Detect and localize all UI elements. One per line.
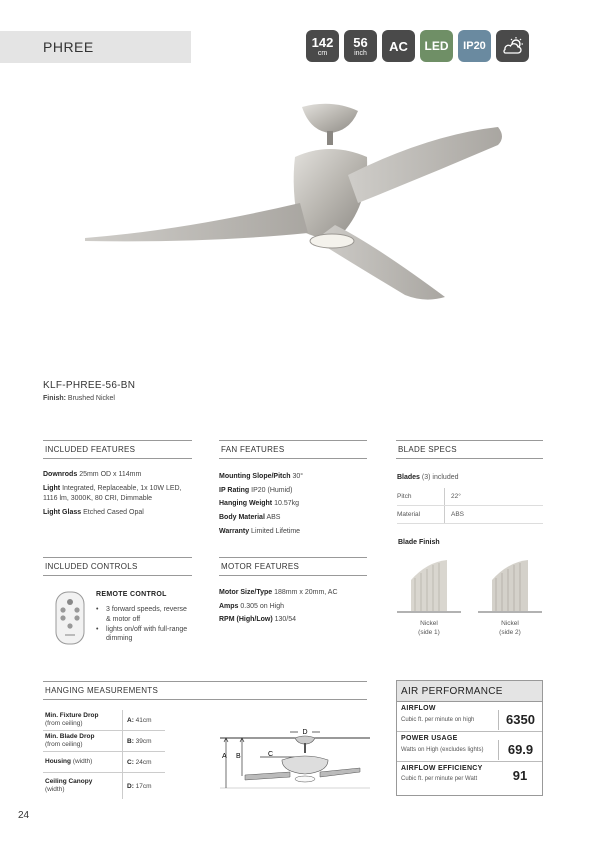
table-row bbox=[43, 710, 165, 731]
badge-ac: AC bbox=[382, 30, 415, 62]
measurement-label bbox=[43, 752, 123, 772]
spec-badges bbox=[306, 30, 529, 62]
row-label: Min. Fixture Drop bbox=[45, 711, 99, 719]
measurement-label bbox=[43, 710, 123, 730]
table-row bbox=[43, 752, 165, 773]
feature-item bbox=[219, 497, 369, 511]
feature-label: Hanging Weight bbox=[219, 500, 273, 508]
feature-value: 25mm OD x 114mm bbox=[79, 471, 142, 478]
included-features-list bbox=[43, 470, 193, 523]
measurement-value bbox=[123, 717, 152, 724]
badge-unit: inch bbox=[354, 49, 367, 57]
diagram-label-d: D bbox=[302, 729, 308, 736]
feature-item bbox=[43, 508, 193, 517]
feature-item bbox=[219, 484, 369, 498]
air-performance-panel bbox=[396, 680, 543, 796]
badge-value: 56 bbox=[353, 34, 368, 50]
air-sub: Watts on High (excludes lights) bbox=[401, 746, 484, 753]
blade-swatch-label-1 bbox=[397, 619, 461, 637]
motor-features-heading: MOTOR FEATURES bbox=[219, 557, 367, 576]
row-label: Ceiling Canopy bbox=[45, 777, 93, 785]
feature-value: Etched Cased Opal bbox=[83, 509, 144, 517]
feature-label: IP Rating bbox=[219, 486, 250, 494]
feature-value: Limited Lifetime bbox=[251, 527, 301, 535]
blades-count bbox=[397, 466, 543, 488]
row-key: A: bbox=[127, 716, 134, 724]
feature-label: Warranty bbox=[219, 527, 250, 535]
swatch-name: Nickel bbox=[420, 620, 438, 627]
feature-value: 30° bbox=[292, 473, 304, 480]
row-sub: (from ceiling) bbox=[45, 720, 83, 727]
badge-ip20: IP20 bbox=[458, 30, 491, 62]
spec-key: Material bbox=[397, 506, 445, 523]
measurement-value bbox=[123, 759, 152, 766]
air-title: AIRFLOW bbox=[401, 705, 436, 712]
row-key: C: bbox=[127, 758, 134, 766]
hanging-measurements-heading: HANGING MEASUREMENTS bbox=[43, 681, 367, 700]
badge-unit: cm bbox=[317, 49, 328, 57]
remote-control-image bbox=[54, 590, 86, 646]
feature-value: 130/54 bbox=[274, 616, 297, 624]
air-sub: Cubic ft. per minute on high bbox=[401, 716, 475, 723]
cloud-sun-icon bbox=[496, 30, 529, 62]
feature-item bbox=[219, 613, 379, 627]
feature-label: Light bbox=[43, 485, 61, 493]
air-value: 69.9 bbox=[498, 740, 542, 760]
row-sub: (from ceiling) bbox=[45, 741, 83, 748]
remote-feature-list bbox=[96, 605, 188, 644]
feature-item bbox=[219, 511, 369, 525]
hanging-measurements-table bbox=[43, 710, 165, 799]
measurement-value bbox=[123, 783, 152, 790]
blades-value: (3) included bbox=[421, 473, 459, 481]
air-row-power bbox=[397, 732, 542, 762]
product-finish bbox=[43, 395, 115, 402]
row-label: Housing bbox=[45, 757, 71, 765]
measurement-label bbox=[43, 773, 123, 799]
air-title: POWER USAGE bbox=[401, 735, 458, 742]
air-sub: Cubic ft. per minute per Watt bbox=[401, 775, 478, 782]
feature-value: IP20 (Humid) bbox=[251, 486, 293, 494]
feature-value: 10.57kg bbox=[274, 500, 300, 508]
badge-value: 142 bbox=[311, 34, 334, 50]
finish-value: Brushed Nickel bbox=[67, 395, 115, 402]
swatch-side: (side 2) bbox=[499, 629, 521, 637]
feature-item bbox=[43, 470, 193, 479]
measurement-label bbox=[43, 731, 123, 751]
remote-control-title: REMOTE CONTROL bbox=[96, 591, 167, 598]
measurement-value bbox=[123, 738, 152, 745]
page-title: PHREE bbox=[43, 39, 94, 55]
feature-value: ABS bbox=[266, 513, 281, 521]
feature-label: Light Glass bbox=[43, 509, 82, 517]
feature-item bbox=[219, 525, 369, 539]
feature-item bbox=[43, 484, 193, 503]
list-item: • lights on/off with full-range dimming bbox=[96, 625, 188, 645]
blade-specs-table bbox=[397, 466, 543, 524]
air-performance-heading: AIR PERFORMANCE bbox=[397, 681, 542, 702]
spec-value: 22° bbox=[451, 493, 461, 500]
row-sub: (width) bbox=[72, 757, 93, 765]
table-row bbox=[43, 773, 165, 799]
diagram-label-b: B bbox=[236, 753, 241, 760]
feature-item bbox=[219, 470, 369, 484]
feature-label: Downrods bbox=[43, 471, 78, 478]
feature-label: Amps bbox=[219, 602, 239, 610]
model-number: KLF-PHREE-56-BN bbox=[43, 380, 136, 391]
table-row bbox=[43, 731, 165, 752]
row-value: 24cm bbox=[135, 758, 152, 766]
feature-item bbox=[219, 600, 379, 614]
feature-value: Integrated, Replaceable, 1x 10W LED, 1116 lm, 3000K, 80 CRI, Dimmable bbox=[43, 485, 182, 502]
blade-swatch-side-2 bbox=[478, 558, 542, 614]
spec-value: ABS bbox=[451, 511, 465, 518]
feature-value: 188mm x 20mm, AC bbox=[274, 589, 338, 596]
air-row-airflow bbox=[397, 702, 542, 732]
page-number: 24 bbox=[18, 810, 30, 821]
feature-label: RPM (High/Low) bbox=[219, 616, 273, 624]
included-features-heading: INCLUDED FEATURES bbox=[43, 440, 192, 459]
fan-features-list bbox=[219, 470, 369, 538]
air-title: AIRFLOW EFFICIENCY bbox=[401, 765, 483, 772]
spec-key: Pitch bbox=[397, 488, 445, 505]
swatch-side: (side 1) bbox=[418, 629, 440, 637]
feature-label: Body Material bbox=[219, 513, 265, 521]
badge-led: LED bbox=[420, 30, 453, 62]
badge-size-cm bbox=[306, 30, 339, 62]
row-key: B: bbox=[127, 737, 134, 745]
air-value: 91 bbox=[512, 768, 528, 783]
title-bar bbox=[0, 31, 191, 63]
spec-row bbox=[397, 506, 543, 524]
finish-label: Finish: bbox=[43, 395, 66, 402]
feature-label: Mounting Slope/Pitch bbox=[219, 473, 291, 480]
feature-value: 0.305 on High bbox=[240, 602, 284, 610]
swatch-name: Nickel bbox=[501, 620, 519, 627]
air-row-efficiency bbox=[397, 762, 542, 795]
feature-label: Motor Size/Type bbox=[219, 589, 273, 596]
blade-swatch-side-1 bbox=[397, 558, 461, 614]
spec-row bbox=[397, 488, 543, 506]
row-key: D: bbox=[127, 782, 134, 790]
feature-item bbox=[219, 586, 379, 600]
blade-finish-heading: Blade Finish bbox=[398, 539, 440, 546]
diagram-label-c: C bbox=[268, 751, 274, 758]
row-value: 17cm bbox=[135, 782, 152, 790]
blade-swatch-label-2 bbox=[478, 619, 542, 637]
row-label: Min. Blade Drop bbox=[45, 732, 95, 740]
diagram-label-a: A bbox=[222, 753, 227, 760]
air-value: 6350 bbox=[498, 710, 542, 730]
row-value: 39cm bbox=[135, 737, 152, 745]
blades-label: Blades bbox=[397, 473, 420, 481]
badge-size-inch bbox=[344, 30, 377, 62]
hanging-measurement-diagram bbox=[220, 720, 370, 795]
ceiling-fan-image bbox=[80, 95, 510, 310]
motor-features-list bbox=[219, 586, 379, 627]
fan-features-heading: FAN FEATURES bbox=[219, 440, 367, 459]
row-value: 41cm bbox=[135, 716, 152, 724]
row-sub: (width) bbox=[45, 786, 65, 793]
blade-specs-heading: BLADE SPECS bbox=[396, 440, 543, 459]
included-controls-heading: INCLUDED CONTROLS bbox=[43, 557, 192, 576]
list-item: • 3 forward speeds, reverse & motor off bbox=[96, 605, 188, 625]
